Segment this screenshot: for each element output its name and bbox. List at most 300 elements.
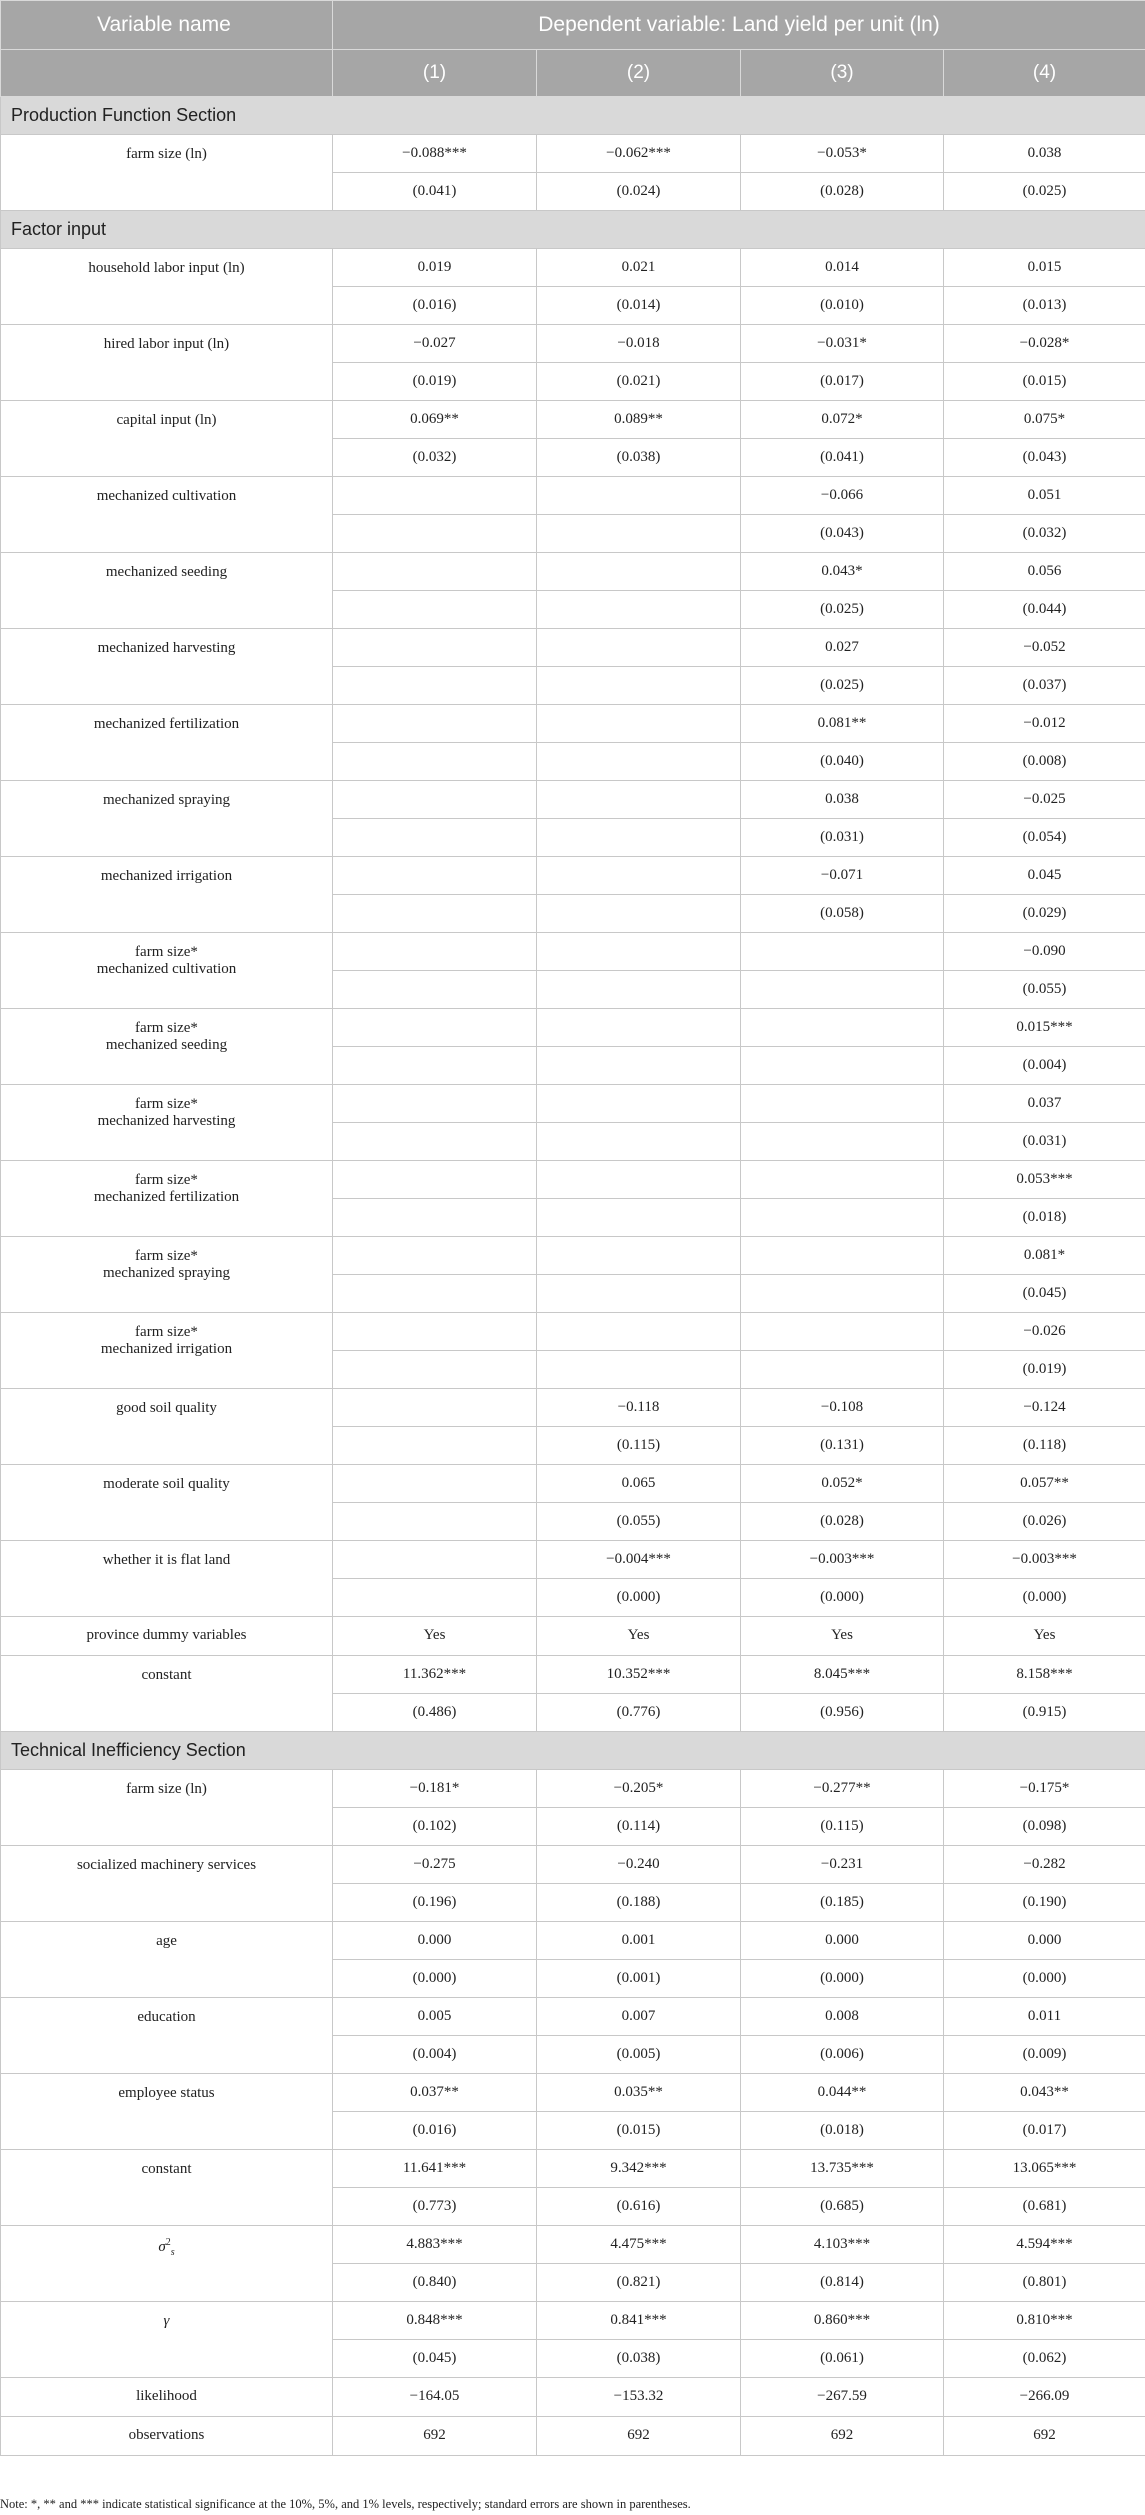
coefficient-cell [537, 1237, 741, 1275]
variable-name-cell [1, 553, 333, 629]
coefficient-cell: 0.081** [741, 705, 944, 743]
standard-error-cell [537, 667, 741, 705]
standard-error-cell: (0.021) [537, 363, 741, 401]
coefficient-cell: 0.043* [741, 553, 944, 591]
coefficient-cell [333, 1541, 537, 1579]
table-row [1, 135, 1145, 173]
coefficient-cell: 0.810*** [944, 2302, 1145, 2340]
variable-name: socialized machinery services [76, 1857, 257, 1873]
coefficient-cell: 13.065*** [944, 2150, 1145, 2188]
table-row [1, 1465, 1145, 1503]
variable-name: capital input (ln) [116, 412, 217, 428]
standard-error-cell: (0.041) [741, 439, 944, 477]
coefficient-cell [741, 933, 944, 971]
variable-name-cell [1, 1656, 333, 1732]
coefficient-cell: 0.051 [944, 477, 1145, 515]
standard-error-cell: (0.041) [333, 173, 537, 211]
variable-name-cell [1, 1770, 333, 1846]
coefficient-cell: 0.027 [741, 629, 944, 667]
standard-error-cell: (0.038) [537, 439, 741, 477]
coefficient-cell [537, 477, 741, 515]
coefficient-cell: 0.011 [944, 1998, 1145, 2036]
variable-name-cell [1, 2226, 333, 2302]
variable-name: mechanized harvesting [97, 640, 236, 656]
coefficient-cell: −0.282 [944, 1846, 1145, 1884]
column-header: (3) [741, 50, 944, 97]
standard-error-cell [537, 1047, 741, 1085]
variable-name: mechanized fertilization [93, 716, 240, 732]
coefficient-cell: −0.108 [741, 1389, 944, 1427]
coefficient-cell: 0.072* [741, 401, 944, 439]
variable-name: province dummy variables [86, 1627, 247, 1644]
variable-name-cell [1, 1313, 333, 1389]
symbol-superscript: 2 [165, 2237, 171, 2248]
standard-error-cell [537, 895, 741, 933]
standard-error-cell [333, 1427, 537, 1465]
coefficient-cell: 692 [333, 2417, 537, 2456]
coefficient-cell: −0.275 [333, 1846, 537, 1884]
variable-name-cell [1, 1085, 333, 1161]
standard-error-cell: (0.031) [944, 1123, 1145, 1161]
coefficient-cell: −0.027 [333, 325, 537, 363]
variable-name: education [137, 2009, 196, 2025]
coefficient-cell: Yes [537, 1617, 741, 1656]
symbol-subscript: s [170, 2247, 175, 2258]
coefficient-cell: 0.057** [944, 1465, 1145, 1503]
table-row [1, 1846, 1145, 1884]
table-row [1, 2074, 1145, 2112]
coefficient-cell: Yes [333, 1617, 537, 1656]
standard-error-cell: (0.031) [741, 819, 944, 857]
coefficient-cell: 8.158*** [944, 1656, 1145, 1694]
variable-name-cell [1, 1541, 333, 1617]
coefficient-cell: Yes [741, 1617, 944, 1656]
table-row [1, 1656, 1145, 1694]
table-row [1, 1389, 1145, 1427]
variable-name: farm size* [135, 1096, 198, 1112]
standard-error-cell: (0.025) [944, 173, 1145, 211]
variable-name-cell [1, 2150, 333, 2226]
standard-error-cell: (0.486) [333, 1694, 537, 1732]
variable-name: household labor input (ln) [88, 260, 245, 276]
standard-error-cell: (0.685) [741, 2188, 944, 2226]
coefficient-cell: 0.075* [944, 401, 1145, 439]
coefficient-cell [741, 1161, 944, 1199]
coefficient-cell [333, 1009, 537, 1047]
coefficient-cell [537, 1085, 741, 1123]
variable-symbol: γ [163, 2313, 170, 2329]
coefficient-cell: 0.056 [944, 553, 1145, 591]
variable-name: mechanized harvesting [97, 1113, 236, 1130]
table-body [1, 97, 1145, 2456]
standard-error-cell: (0.196) [333, 1884, 537, 1922]
coefficient-cell [741, 1085, 944, 1123]
standard-error-cell: (0.061) [741, 2340, 944, 2378]
coefficient-cell: −0.062*** [537, 135, 741, 173]
table-row [1, 1998, 1145, 2036]
standard-error-cell: (0.000) [537, 1579, 741, 1617]
coefficient-cell: 0.007 [537, 1998, 741, 2036]
standard-error-cell [741, 971, 944, 1009]
standard-error-cell: (0.814) [741, 2264, 944, 2302]
standard-error-cell: (0.017) [944, 2112, 1145, 2150]
coefficient-cell: −0.118 [537, 1389, 741, 1427]
coefficient-cell [333, 933, 537, 971]
standard-error-cell: (0.008) [944, 743, 1145, 781]
coefficient-cell [333, 1237, 537, 1275]
table-row [1, 1161, 1145, 1199]
coefficient-cell: 0.038 [944, 135, 1145, 173]
coefficient-cell: −0.175* [944, 1770, 1145, 1808]
variable-name: farm size* [135, 1172, 198, 1188]
coefficient-cell: −0.018 [537, 325, 741, 363]
standard-error-cell: (0.015) [944, 363, 1145, 401]
standard-error-cell [537, 515, 741, 553]
coefficient-cell: −0.031* [741, 325, 944, 363]
table-row [1, 553, 1145, 591]
coefficient-cell [333, 477, 537, 515]
standard-error-cell [333, 1123, 537, 1161]
standard-error-cell: (0.043) [741, 515, 944, 553]
variable-name: constant [141, 1667, 192, 1683]
standard-error-cell: (0.776) [537, 1694, 741, 1732]
coefficient-cell: −0.003*** [944, 1541, 1145, 1579]
standard-error-cell: (0.016) [333, 287, 537, 325]
variable-name: good soil quality [116, 1400, 217, 1416]
coefficient-cell: 4.103*** [741, 2226, 944, 2264]
coefficient-cell: 692 [537, 2417, 741, 2456]
standard-error-cell [333, 743, 537, 781]
variable-name: farm size (ln) [126, 146, 207, 162]
coefficient-cell [333, 553, 537, 591]
standard-error-cell [333, 819, 537, 857]
standard-error-cell [333, 1503, 537, 1541]
standard-error-cell: (0.055) [944, 971, 1145, 1009]
coefficient-cell [537, 1009, 741, 1047]
standard-error-cell: (0.773) [333, 2188, 537, 2226]
coefficient-cell [741, 1313, 944, 1351]
coefficient-cell [537, 629, 741, 667]
standard-error-cell [333, 591, 537, 629]
coefficient-cell: −164.05 [333, 2378, 537, 2417]
standard-error-cell [537, 1199, 741, 1237]
standard-error-cell: (0.616) [537, 2188, 741, 2226]
variable-name [1, 2237, 332, 2259]
variable-name-cell [1, 629, 333, 705]
coefficient-cell: 0.001 [537, 1922, 741, 1960]
variable-name-cell [1, 1237, 333, 1313]
standard-error-cell: (0.102) [333, 1808, 537, 1846]
table-note: Note: *, ** and *** indicate statistical significance at the 10%, 5%, and 1% levels, respectively; standard errors are shown in parentheses. [0, 2497, 691, 2511]
standard-error-cell: (0.040) [741, 743, 944, 781]
variable-name-cell [1, 2417, 333, 2456]
coefficient-cell: 692 [741, 2417, 944, 2456]
variable-symbol: σ [158, 2239, 166, 2255]
standard-error-cell: (0.055) [537, 1503, 741, 1541]
variable-name: farm size* [135, 1324, 198, 1340]
standard-error-cell: (0.019) [944, 1351, 1145, 1389]
table-row [1, 857, 1145, 895]
standard-error-cell: (0.190) [944, 1884, 1145, 1922]
standard-error-cell [741, 1199, 944, 1237]
coefficient-cell: −0.240 [537, 1846, 741, 1884]
table-row [1, 2302, 1145, 2340]
coefficient-cell: 0.019 [333, 249, 537, 287]
table-row [1, 933, 1145, 971]
variable-name-cell [1, 1465, 333, 1541]
table-row [1, 1770, 1145, 1808]
standard-error-cell: (0.028) [741, 1503, 944, 1541]
variable-name: farm size (ln) [126, 1781, 207, 1797]
variable-name-cell [1, 249, 333, 325]
column-header: (4) [944, 50, 1145, 97]
coefficient-cell: 0.014 [741, 249, 944, 287]
variable-name-cell [1, 135, 333, 211]
coefficient-cell: 0.037 [944, 1085, 1145, 1123]
coefficient-cell: Yes [944, 1617, 1145, 1656]
table-row [1, 781, 1145, 819]
table-row [1, 1617, 1145, 1656]
standard-error-cell [537, 819, 741, 857]
coefficient-cell: 4.594*** [944, 2226, 1145, 2264]
standard-error-cell: (0.016) [333, 2112, 537, 2150]
column-header: (1) [333, 50, 537, 97]
coefficient-cell: −0.205* [537, 1770, 741, 1808]
table-row [1, 705, 1145, 743]
coefficient-cell: 9.342*** [537, 2150, 741, 2188]
coefficient-cell: 0.053*** [944, 1161, 1145, 1199]
standard-error-cell [333, 1579, 537, 1617]
standard-error-cell: (0.000) [741, 1579, 944, 1617]
column-header: (2) [537, 50, 741, 97]
coefficient-cell: 0.005 [333, 1998, 537, 2036]
coefficient-cell: −267.59 [741, 2378, 944, 2417]
standard-error-cell: (0.114) [537, 1808, 741, 1846]
standard-error-cell [741, 1123, 944, 1161]
coefficient-cell: 0.015 [944, 249, 1145, 287]
coefficient-cell [537, 933, 741, 971]
standard-error-cell: (0.028) [741, 173, 944, 211]
standard-error-cell [537, 743, 741, 781]
variable-name-cell [1, 1009, 333, 1085]
table-row [1, 325, 1145, 363]
standard-error-cell: (0.000) [944, 1960, 1145, 1998]
standard-error-cell: (0.185) [741, 1884, 944, 1922]
standard-error-cell: (0.037) [944, 667, 1145, 705]
standard-error-cell [333, 667, 537, 705]
standard-error-cell: (0.001) [537, 1960, 741, 1998]
coefficient-cell: 11.362*** [333, 1656, 537, 1694]
coefficient-cell: 0.089** [537, 401, 741, 439]
coefficient-cell: 0.021 [537, 249, 741, 287]
coefficient-cell: 0.860*** [741, 2302, 944, 2340]
standard-error-cell: (0.032) [333, 439, 537, 477]
standard-error-cell: (0.045) [944, 1275, 1145, 1313]
standard-error-cell: (0.044) [944, 591, 1145, 629]
variable-name-cell [1, 477, 333, 553]
variable-name-cell [1, 1617, 333, 1656]
standard-error-cell [333, 515, 537, 553]
coefficient-cell [333, 857, 537, 895]
coefficient-cell: −0.026 [944, 1313, 1145, 1351]
coefficient-cell: 8.045*** [741, 1656, 944, 1694]
table-row [1, 2226, 1145, 2264]
variable-name: constant [141, 2161, 192, 2177]
coefficient-cell [537, 781, 741, 819]
variable-name-header: Variable name [1, 1, 333, 50]
coefficient-cell [537, 553, 741, 591]
standard-error-cell: (0.025) [741, 667, 944, 705]
standard-error-cell [333, 1047, 537, 1085]
coefficient-cell: −0.124 [944, 1389, 1145, 1427]
standard-error-cell: (0.004) [944, 1047, 1145, 1085]
coefficient-cell [333, 781, 537, 819]
coefficient-cell: 0.841*** [537, 2302, 741, 2340]
standard-error-cell [537, 591, 741, 629]
coefficient-cell: 0.045 [944, 857, 1145, 895]
table-row [1, 2150, 1145, 2188]
variable-name-cell [1, 857, 333, 933]
section-title: Production Function Section [1, 97, 1145, 135]
coefficient-cell [333, 629, 537, 667]
coefficient-cell: 10.352*** [537, 1656, 741, 1694]
table-row [1, 477, 1145, 515]
table-row [1, 1085, 1145, 1123]
table-row [1, 1009, 1145, 1047]
variable-name: mechanized cultivation [96, 961, 237, 978]
standard-error-cell [537, 1275, 741, 1313]
variable-name [1, 2313, 332, 2330]
table-row [1, 1313, 1145, 1351]
coefficient-cell: −0.003*** [741, 1541, 944, 1579]
coefficient-cell: 0.069** [333, 401, 537, 439]
standard-error-cell: (0.058) [741, 895, 944, 933]
standard-error-cell: (0.915) [944, 1694, 1145, 1732]
standard-error-cell: (0.956) [741, 1694, 944, 1732]
standard-error-cell: (0.029) [944, 895, 1145, 933]
standard-error-cell [333, 971, 537, 1009]
variable-name-cell [1, 933, 333, 1009]
table-row [1, 629, 1145, 667]
standard-error-cell: (0.026) [944, 1503, 1145, 1541]
standard-error-cell [333, 1275, 537, 1313]
table-row [1, 1922, 1145, 1960]
variable-name-cell [1, 401, 333, 477]
standard-error-cell: (0.013) [944, 287, 1145, 325]
standard-error-cell: (0.018) [944, 1199, 1145, 1237]
standard-error-cell [333, 1199, 537, 1237]
section-header-row [1, 97, 1145, 135]
variable-name: mechanized seeding [105, 564, 228, 580]
coefficient-cell: 0.037** [333, 2074, 537, 2112]
standard-error-cell [333, 895, 537, 933]
coefficient-cell: 692 [944, 2417, 1145, 2456]
coefficient-cell: −0.071 [741, 857, 944, 895]
coefficient-cell: −0.028* [944, 325, 1145, 363]
coefficient-cell: 0.038 [741, 781, 944, 819]
standard-error-cell [537, 971, 741, 1009]
table-row [1, 1237, 1145, 1275]
standard-error-cell: (0.009) [944, 2036, 1145, 2074]
coefficient-cell: 4.475*** [537, 2226, 741, 2264]
standard-error-cell: (0.043) [944, 439, 1145, 477]
variable-name: mechanized spraying [102, 792, 231, 808]
table-row [1, 401, 1145, 439]
coefficient-cell: −0.052 [944, 629, 1145, 667]
section-header-row [1, 1732, 1145, 1770]
table-row [1, 1541, 1145, 1579]
coefficient-cell: −0.066 [741, 477, 944, 515]
variable-name: employee status [118, 2085, 215, 2101]
standard-error-cell: (0.681) [944, 2188, 1145, 2226]
table-row [1, 249, 1145, 287]
variable-name-cell [1, 1389, 333, 1465]
coefficient-cell: 0.081* [944, 1237, 1145, 1275]
standard-error-cell: (0.000) [944, 1579, 1145, 1617]
coefficient-cell: 13.735*** [741, 2150, 944, 2188]
section-title: Factor input [1, 211, 1145, 249]
standard-error-cell [537, 1123, 741, 1161]
variable-name: mechanized spraying [102, 1265, 231, 1282]
coefficient-cell: −0.277** [741, 1770, 944, 1808]
variable-name-cell [1, 2378, 333, 2417]
variable-name-cell [1, 1922, 333, 1998]
standard-error-cell: (0.019) [333, 363, 537, 401]
standard-error-cell: (0.018) [741, 2112, 944, 2150]
variable-name: observations [128, 2427, 205, 2444]
standard-error-cell: (0.024) [537, 173, 741, 211]
standard-error-cell: (0.015) [537, 2112, 741, 2150]
standard-error-cell: (0.098) [944, 1808, 1145, 1846]
standard-error-cell: (0.006) [741, 2036, 944, 2074]
standard-error-cell: (0.017) [741, 363, 944, 401]
coefficient-cell [741, 1009, 944, 1047]
standard-error-cell: (0.005) [537, 2036, 741, 2074]
standard-error-cell: (0.115) [741, 1808, 944, 1846]
coefficient-cell: 0.008 [741, 1998, 944, 2036]
variable-name: age [156, 1933, 177, 1949]
standard-error-cell: (0.188) [537, 1884, 741, 1922]
standard-error-cell [333, 1351, 537, 1389]
variable-name: farm size* [135, 944, 198, 960]
variable-name: moderate soil quality [103, 1476, 230, 1492]
variable-name-cell [1, 1161, 333, 1237]
coefficient-cell [333, 1465, 537, 1503]
coefficient-cell: −0.231 [741, 1846, 944, 1884]
variable-name: farm size* [135, 1020, 198, 1036]
coefficient-cell [333, 705, 537, 743]
table-row [1, 2417, 1145, 2456]
standard-error-cell: (0.032) [944, 515, 1145, 553]
coefficient-cell: 0.848*** [333, 2302, 537, 2340]
standard-error-cell [537, 1351, 741, 1389]
standard-error-cell: (0.014) [537, 287, 741, 325]
coefficient-cell: −0.090 [944, 933, 1145, 971]
coefficient-cell: 0.000 [944, 1922, 1145, 1960]
table-row [1, 2378, 1145, 2417]
variable-name: mechanized irrigation [100, 1341, 233, 1358]
standard-error-cell: (0.010) [741, 287, 944, 325]
standard-error-cell: (0.000) [333, 1960, 537, 1998]
coefficient-cell: 0.044** [741, 2074, 944, 2112]
section-header-row [1, 211, 1145, 249]
standard-error-cell: (0.054) [944, 819, 1145, 857]
coefficient-cell [537, 705, 741, 743]
coefficient-cell: −0.053* [741, 135, 944, 173]
standard-error-cell: (0.000) [741, 1960, 944, 1998]
variable-name-cell [1, 2074, 333, 2150]
coefficient-cell: 0.035** [537, 2074, 741, 2112]
